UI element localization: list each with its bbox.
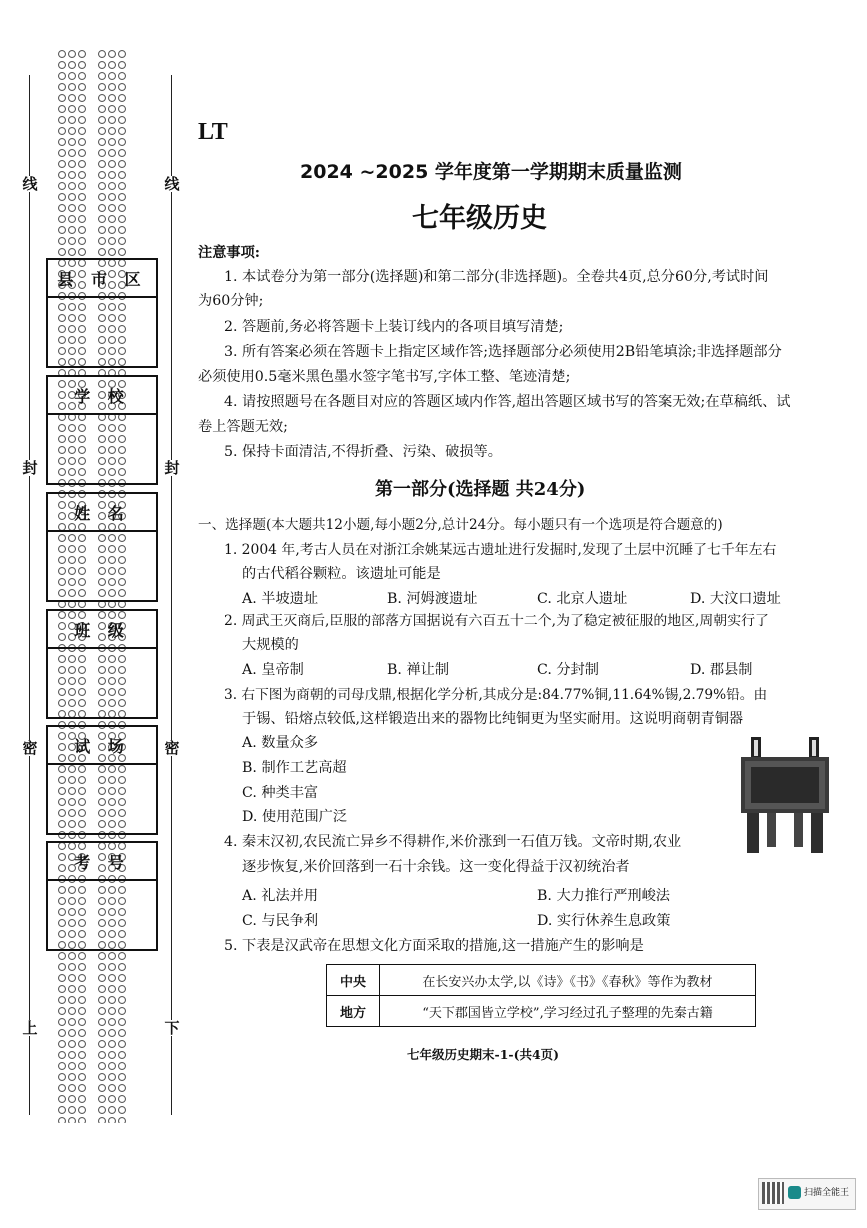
q3-option-d[interactable]: D. 使用范围广泛 <box>242 809 348 825</box>
seal-char-low-right: 密 <box>164 739 180 757</box>
note-line: 卷上答题无效; <box>198 419 288 435</box>
paper-code: LT <box>198 119 228 145</box>
q4-stem-line1: 4. 秦末汉初,农民流亡异乡不得耕作,米价涨到一石值万钱。文帝时期,农业 <box>224 834 682 850</box>
field-label-school: 学 校 <box>48 377 156 415</box>
q2-option-c[interactable]: C. 分封制 <box>537 662 599 678</box>
q3-option-a[interactable]: A. 数量众多 <box>242 735 319 751</box>
note-line: 3. 所有答案必须在答题卡上指定区域作答;选择题部分必须使用2B铅笔填涂;非选择题部分 <box>224 344 782 360</box>
q3-option-b[interactable]: B. 制作工艺高超 <box>242 760 347 776</box>
notes-heading: 注意事项: <box>198 245 260 261</box>
field-label-county: 县 市 区 <box>48 260 156 298</box>
note-line: 为60分钟; <box>198 293 264 309</box>
q3-option-c[interactable]: C. 种类丰富 <box>242 785 319 801</box>
table-cell-value: 在长安兴办太学,以《诗》《书》《春秋》等作为教材 <box>380 965 756 996</box>
binding-line-left <box>29 75 30 1115</box>
part1-heading: 第一部分(选择题 共24分) <box>375 479 586 500</box>
q2-stem-line1: 2. 周武王灭商后,臣服的部落方国据说有六百五十二个,为了稳定被征服的地区,周朝实行了 <box>224 613 769 629</box>
field-label-name: 姓 名 <box>48 494 156 532</box>
q2-stem-line2: 大规模的 <box>242 637 299 653</box>
seal-char-mid-right: 封 <box>164 459 180 477</box>
q2-option-d[interactable]: D. 郡县制 <box>690 662 753 678</box>
q1-option-b[interactable]: B. 河姆渡遗址 <box>387 591 478 607</box>
note-line: 必须使用0.5毫米黑色墨水签字笔书写,字体工整、笔迹清楚; <box>198 369 571 385</box>
part1-intro: 一、选择题(本大题共12小题,每小题2分,总计24分。每小题只有一个选项是符合题意的) <box>198 517 723 533</box>
simuwu-ding-image <box>737 735 833 857</box>
note-line: 4. 请按照题号在各题目对应的答题区域内作答,超出答题区域书写的答案无效;在草稿纸、试 <box>224 394 791 410</box>
q1-option-c[interactable]: C. 北京人遗址 <box>537 591 628 607</box>
q4-stem-line2: 逐步恢复,米价回落到一石十余钱。这一变化得益于汉初统治者 <box>242 859 630 875</box>
field-box-county[interactable] <box>46 258 158 368</box>
q1-stem-line1: 1. 2004 年,考古人员在对浙江余姚某远古遗址进行发掘时,发现了土层中沉睡了七千年左右 <box>224 542 777 558</box>
q4-option-a[interactable]: A. 礼法并用 <box>242 888 319 904</box>
q4-option-c[interactable]: C. 与民争利 <box>242 913 319 929</box>
seal-char-top-right: 线 <box>164 175 180 193</box>
field-box-number[interactable] <box>46 841 158 951</box>
field-label-room: 试 场 <box>48 727 156 765</box>
mark-up-left: 上 <box>22 1019 38 1037</box>
q1-option-a[interactable]: A. 半坡遗址 <box>242 591 319 607</box>
table-cell-key: 地方 <box>327 996 380 1027</box>
note-line: 1. 本试卷分为第一部分(选择题)和第二部分(非选择题)。全卷共4页,总分60分,考试时间 <box>224 269 769 285</box>
field-box-school[interactable] <box>46 375 158 485</box>
field-box-class[interactable] <box>46 609 158 719</box>
q1-option-d[interactable]: D. 大汶口遗址 <box>690 591 781 607</box>
scanner-brand: 扫描全能王 <box>804 1188 850 1198</box>
q4-option-b[interactable]: B. 大力推行严刑峻法 <box>537 888 670 904</box>
page-footer: 七年级历史期末-1-(共4页) <box>407 1047 560 1062</box>
subject-title: 七年级历史 <box>412 203 547 234</box>
q1-stem-line2: 的古代稻谷颗粒。该遗址可能是 <box>242 566 441 582</box>
q3-stem-line2: 于锡、铅熔点较低,这样锻造出来的器物比纯铜更为坚实耐用。这说明商朝青铜器 <box>242 711 744 727</box>
q3-stem-line1: 3. 右下图为商朝的司母戊鼎,根据化学分析,其成分是:84.77%铜,11.64%锡,2.79%铅。由 <box>224 687 768 703</box>
scanner-watermark <box>758 1178 856 1210</box>
field-box-name[interactable] <box>46 492 158 602</box>
q5-stem: 5. 下表是汉武帝在思想文化方面采取的措施,这一措施产生的影响是 <box>224 938 644 954</box>
table-row <box>327 996 756 1027</box>
table-cell-key: 中央 <box>327 965 380 996</box>
qr-code-icon <box>762 1182 784 1204</box>
cs-logo-icon <box>788 1186 801 1199</box>
note-line: 5. 保持卡面清洁,不得折叠、污染、破损等。 <box>224 444 502 460</box>
field-label-number: 考 号 <box>48 843 156 881</box>
binding-line-right <box>171 75 172 1115</box>
seal-char-low-left: 密 <box>22 739 38 757</box>
table-cell-value: “天下郡国皆立学校”,学习经过孔子整理的先秦古籍 <box>380 996 756 1027</box>
mark-down-right: 下 <box>164 1019 180 1037</box>
note-line: 2. 答题前,务必将答题卡上装订线内的各项目填写清楚; <box>224 319 564 335</box>
seal-char-mid-left: 封 <box>22 459 38 477</box>
table-row <box>327 965 756 996</box>
field-box-room[interactable] <box>46 725 158 835</box>
q2-option-b[interactable]: B. 禅让制 <box>387 662 450 678</box>
field-label-class: 班 级 <box>48 611 156 649</box>
exam-title: 2024 ~2025 学年度第一学期期末质量监测 <box>300 161 682 183</box>
q5-table <box>326 964 756 1027</box>
q4-option-d[interactable]: D. 实行休养生息政策 <box>537 913 671 929</box>
q2-option-a[interactable]: A. 皇帝制 <box>242 662 304 678</box>
seal-char-top-left: 线 <box>22 175 38 193</box>
